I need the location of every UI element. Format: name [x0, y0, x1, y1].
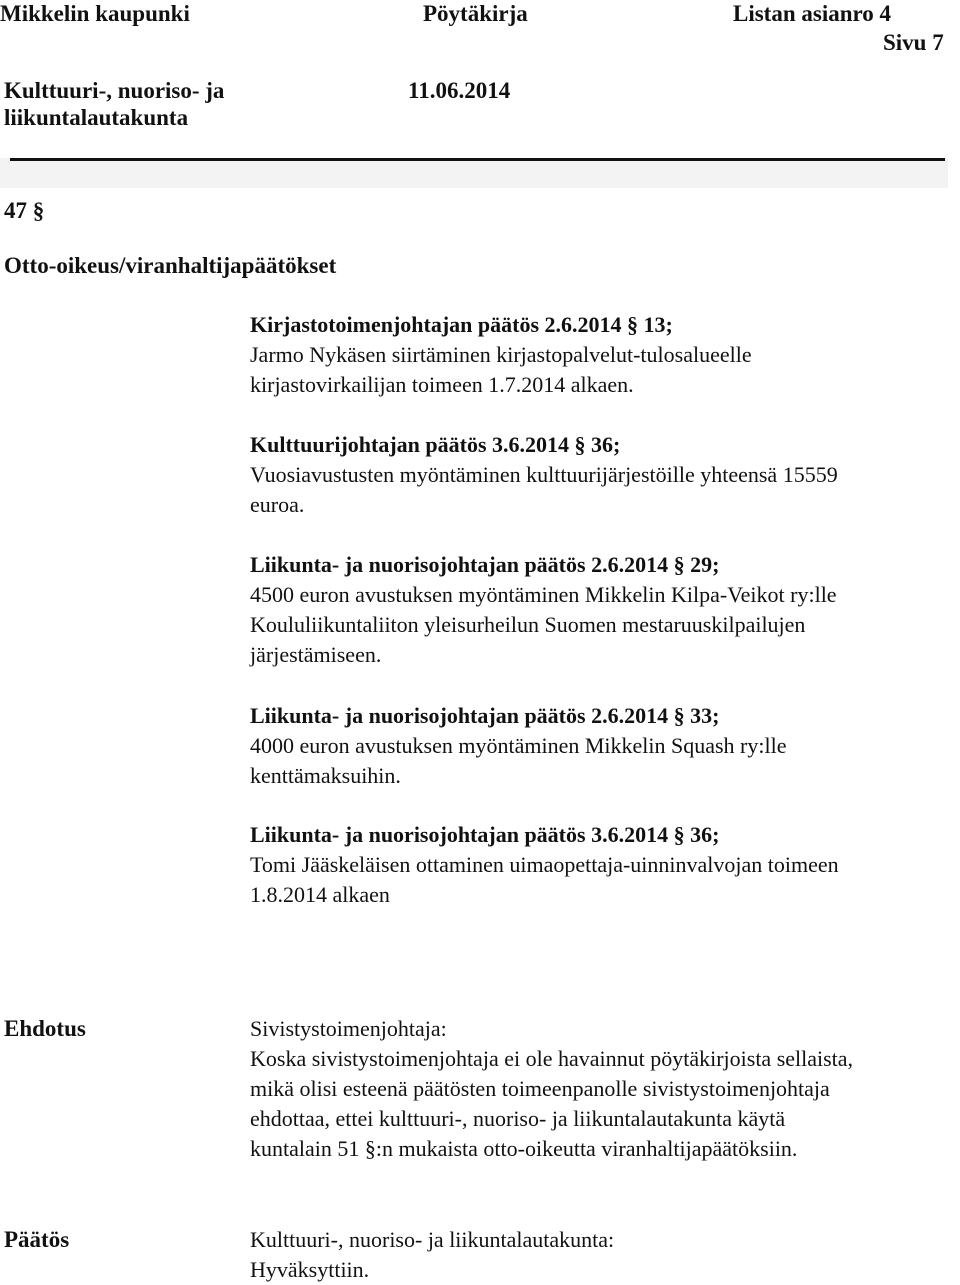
list-item-number: Listan asianro 4	[733, 1, 892, 26]
committee-name-line1: Kulttuuri-, nuoriso- ja	[4, 78, 225, 103]
decision-text	[250, 1225, 950, 1285]
decision-description-line: 1.8.2014 alkaen	[250, 882, 390, 907]
decision-description-line: Tomi Jääskeläisen ottaminen uimaopettaja-uinninvalvojan toimeen	[250, 852, 839, 877]
decision-title: Liikunta- ja nuorisojohtajan päätös 3.6.2014 § 36;	[250, 822, 720, 847]
proposal-line: ehdottaa, ettei kulttuuri-, nuoriso- ja liikuntalautakunta käytä	[250, 1106, 786, 1131]
proposal-line: kuntalain 51 §:n mukaista otto-oikeutta viranhaltijapäätöksiin.	[250, 1136, 798, 1161]
decision-description-line: euroa.	[250, 492, 305, 517]
decision-entry-5	[250, 820, 950, 910]
decision-result: Hyväksyttiin.	[250, 1257, 370, 1282]
committee-name-line2: liikuntalautakunta	[4, 105, 189, 130]
decision-label: Päätös	[4, 1227, 70, 1252]
decision-body: Kulttuuri-, nuoriso- ja liikuntalautakunta:	[250, 1227, 615, 1252]
decision-description-line: kirjastovirkailijan toimeen 1.7.2014 alkaen.	[250, 372, 634, 397]
document-type: Pöytäkirja	[423, 1, 528, 26]
proposal-line: mikä olisi esteenä päätösten toimeenpanolle sivistystoimenjohtaja	[250, 1076, 830, 1101]
decision-description-line: Jarmo Nykäsen siirtäminen kirjastopalvelut-tulosalueelle	[250, 342, 752, 367]
decision-entry-4	[250, 701, 950, 791]
section-title: Otto-oikeus/viranhaltijapäätökset	[4, 253, 337, 278]
proposal-presenter: Sivistystoimenjohtaja:	[250, 1016, 447, 1041]
decision-title: Liikunta- ja nuorisojohtajan päätös 2.6.2014 § 29;	[250, 552, 720, 577]
meeting-date: 11.06.2014	[408, 78, 511, 103]
decision-title: Kirjastotoimenjohtajan päätös 2.6.2014 § 13;	[250, 312, 673, 337]
decision-description-line: Vuosiavustusten myöntäminen kulttuurijärjestöille yhteensä 15559	[250, 462, 838, 487]
organization-name: Mikkelin kaupunki	[0, 1, 190, 26]
decision-description-line: kenttämaksuihin.	[250, 763, 401, 788]
decision-title: Kulttuurijohtajan päätös 3.6.2014 § 36;	[250, 432, 621, 457]
decision-entry-3	[250, 550, 950, 670]
decision-entry-1	[250, 310, 950, 400]
decision-description-line: järjestämiseen.	[250, 642, 382, 667]
decision-description-line: Koululiikuntaliiton yleisurheilun Suomen mestaruuskilpailujen	[250, 612, 806, 637]
decision-entry-2	[250, 430, 950, 520]
page-number: Sivu 7	[883, 30, 944, 55]
header-band	[0, 158, 948, 188]
proposal-label: Ehdotus	[4, 1016, 86, 1041]
decision-description-line: 4500 euron avustuksen myöntäminen Mikkelin Kilpa-Veikot ry:lle	[250, 582, 837, 607]
decision-title: Liikunta- ja nuorisojohtajan päätös 2.6.2014 § 33;	[250, 703, 720, 728]
decision-description-line: 4000 euron avustuksen myöntäminen Mikkelin Squash ry:lle	[250, 733, 787, 758]
proposal-text	[250, 1014, 950, 1164]
proposal-line: Koska sivistystoimenjohtaja ei ole havainnut pöytäkirjoista sellaista,	[250, 1046, 854, 1071]
section-number: 47 §	[4, 198, 45, 223]
header-divider	[10, 158, 945, 161]
